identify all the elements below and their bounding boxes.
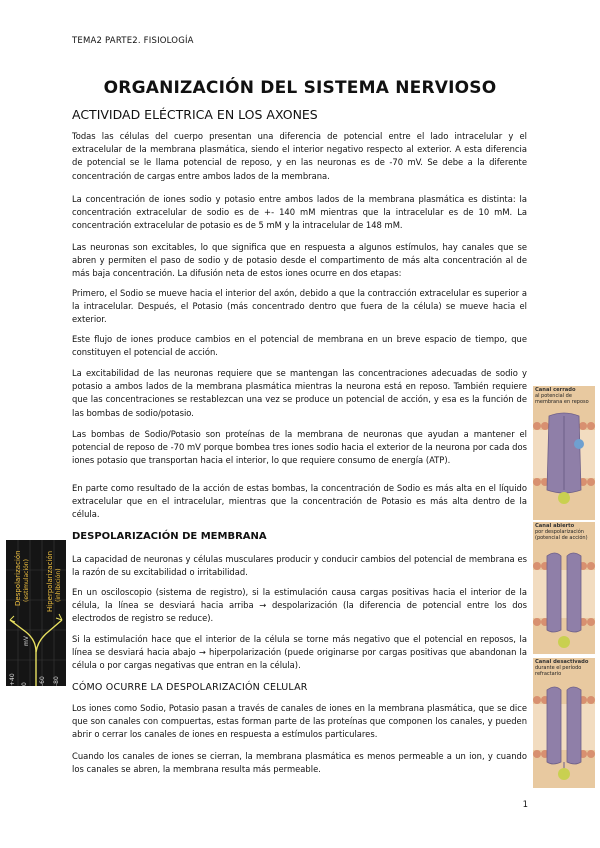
oscilloscope-graph-svg — [6, 540, 66, 686]
channel-open-caption: por despolarización (potencial de acción) — [535, 529, 588, 541]
paragraph: La excitabilidad de las neuronas requiere que se mantengan las concentraciones adecuadas de sodio y potasio a ambos lados de la membrana plasmática mientras la neurona está en reposo. También requiere que las concentraciones se restablezcan una vez se produce un potencial de acción, y esa es la función de las bombas de sodio/potasio. — [72, 368, 527, 418]
channel-closed-title: Canal cerrado — [535, 387, 576, 393]
paragraph: La capacidad de neuronas y células musculares producir y conducir cambios del potencial de membrana es la razón de su excitabilidad o irritabilidad. — [72, 554, 527, 578]
graph-tick: -60 — [39, 676, 46, 686]
channel-closed-figure — [533, 386, 595, 520]
channel-inactivated-caption: durante el período refractario — [535, 665, 582, 677]
channel-inactivated-title: Canal desactivado — [535, 659, 589, 665]
paragraph: Los iones como Sodio, Potasio pasan a través de canales de iones en la membrana plasmática, que se dice que son canales con compuertas, estas forman parte de las proteínas que componen los canales, y pueden abrir o cerrar los canales de iones en respuesta a estímulos particulares. — [72, 703, 527, 740]
graph-tick: -80 — [53, 676, 60, 686]
channel-inactivated-illustration — [533, 658, 595, 788]
paragraph: Todas las células del cuerpo presentan una diferencia de potencial entre el lado intracelular y el extracelular de la membrana plasmática, siendo el interior negativo respecto al exterior. A esta diferencia de potencial se le llama potencial de reposo, y en las neuronas es de -70 mV. Se debe a la diferente concentración de cargas entre ambos lados de la membrana. — [72, 131, 527, 181]
paragraph: Las bombas de Sodio/Potasio son proteínas de la membrana de neuronas que ayudan a mantener el potencial de reposo de -70 mV porque bombea tres iones sodio hacia el exterior de la neurona por cada dos iones potasio que transportan hacia el interior, lo que requiere consumo de energía (ATP). — [72, 429, 527, 466]
section-heading-despolarizacion: DESPOLARIZACIÓN DE MEMBRANA — [72, 531, 267, 542]
paragraph: Cuando los canales de iones se cierran, la membrana plasmática es menos permeable a un ion, y cuando los canales se abren, la membrana resulta más permeable. — [72, 751, 527, 775]
paragraph: Primero, el Sodio se mueve hacia el interior del axón, debido a que la contracción extracelular es superior a la intracelular. Después, el Potasio (más concentrado dentro que fuera de la célula) se mueve hacia el exterior. — [72, 288, 527, 325]
paragraph: La concentración de iones sodio y potasio entre ambos lados de la membrana plasmática es distinta: la concentración extracelular de sodio es de +- 140 mM mientras que la intracelular es de 10 mM. La concentración extracelular de potasio es de 5 mM y la intracelular de 148 mM. — [72, 194, 527, 231]
paragraph: En parte como resultado de la acción de estas bombas, la concentración de Sodio es más alta en el líquido extracelular que en el intracelular, mientras que la concentración de Potasio es más alta dentro de la célula. — [72, 483, 527, 520]
paragraph: Este flujo de iones produce cambios en el potencial de membrana en un breve espacio de tiempo, que constituyen el potencial de acción. — [72, 334, 527, 358]
section-heading-actividad: ACTIVIDAD ELÉCTRICA EN LOS AXONES — [72, 107, 318, 122]
graph-label-depolarization-sub: (estimulación) — [23, 559, 30, 602]
page-title: ORGANIZACIÓN DEL SISTEMA NERVIOSO — [103, 78, 497, 98]
channel-open-figure — [533, 522, 595, 654]
graph-tick: 0 — [21, 682, 28, 686]
channel-open-title: Canal abierto — [535, 523, 575, 529]
paragraph: Si la estimulación hace que el interior de la célula se torne más negativo que el potencial en reposos, la línea se desviará hacia abajo → hiperpolarización (puede originarse por cargas positivas que abandonan la célula o por cargas negativas que entran en la célula). — [72, 634, 527, 671]
page-header: TEMA2 PARTE2. FISIOLOGÍA — [72, 36, 194, 46]
graph-unit: mV — [23, 636, 30, 646]
graph-label-hyperpolarization: Hiperpolarización — [46, 550, 54, 612]
channel-open-illustration — [533, 522, 595, 654]
page-number: 1 — [522, 800, 528, 810]
oscilloscope-graph — [6, 540, 66, 686]
graph-tick: +40 — [9, 673, 16, 686]
channel-closed-illustration — [533, 386, 595, 520]
section-heading-como-ocurre: CÓMO OCURRE LA DESPOLARIZACIÓN CELULAR — [72, 682, 308, 693]
paragraph: Las neuronas son excitables, lo que significa que en respuesta a algunos estímulos, hay canales que se abren y permiten el paso de sodio y de potasio desde el compartimento de más alta concentración al de más baja concentración. La difusión neta de estos iones ocurre en dos etapas: — [72, 242, 527, 279]
channel-inactivated-figure — [533, 658, 595, 788]
graph-label-depolarization: Despolarización — [14, 550, 22, 606]
channel-closed-caption: al potencial de membrana en reposo — [535, 393, 589, 405]
graph-label-hyperpolarization-sub: (inhibición) — [55, 568, 62, 602]
paragraph: En un osciloscopio (sistema de registro), si la estimulación causa cargas positivas hacia el interior de la célula, la línea se desviará hacia arriba → despolarización (la diferencia de potencial entre los dos electrodos de registro se reduce). — [72, 587, 527, 624]
